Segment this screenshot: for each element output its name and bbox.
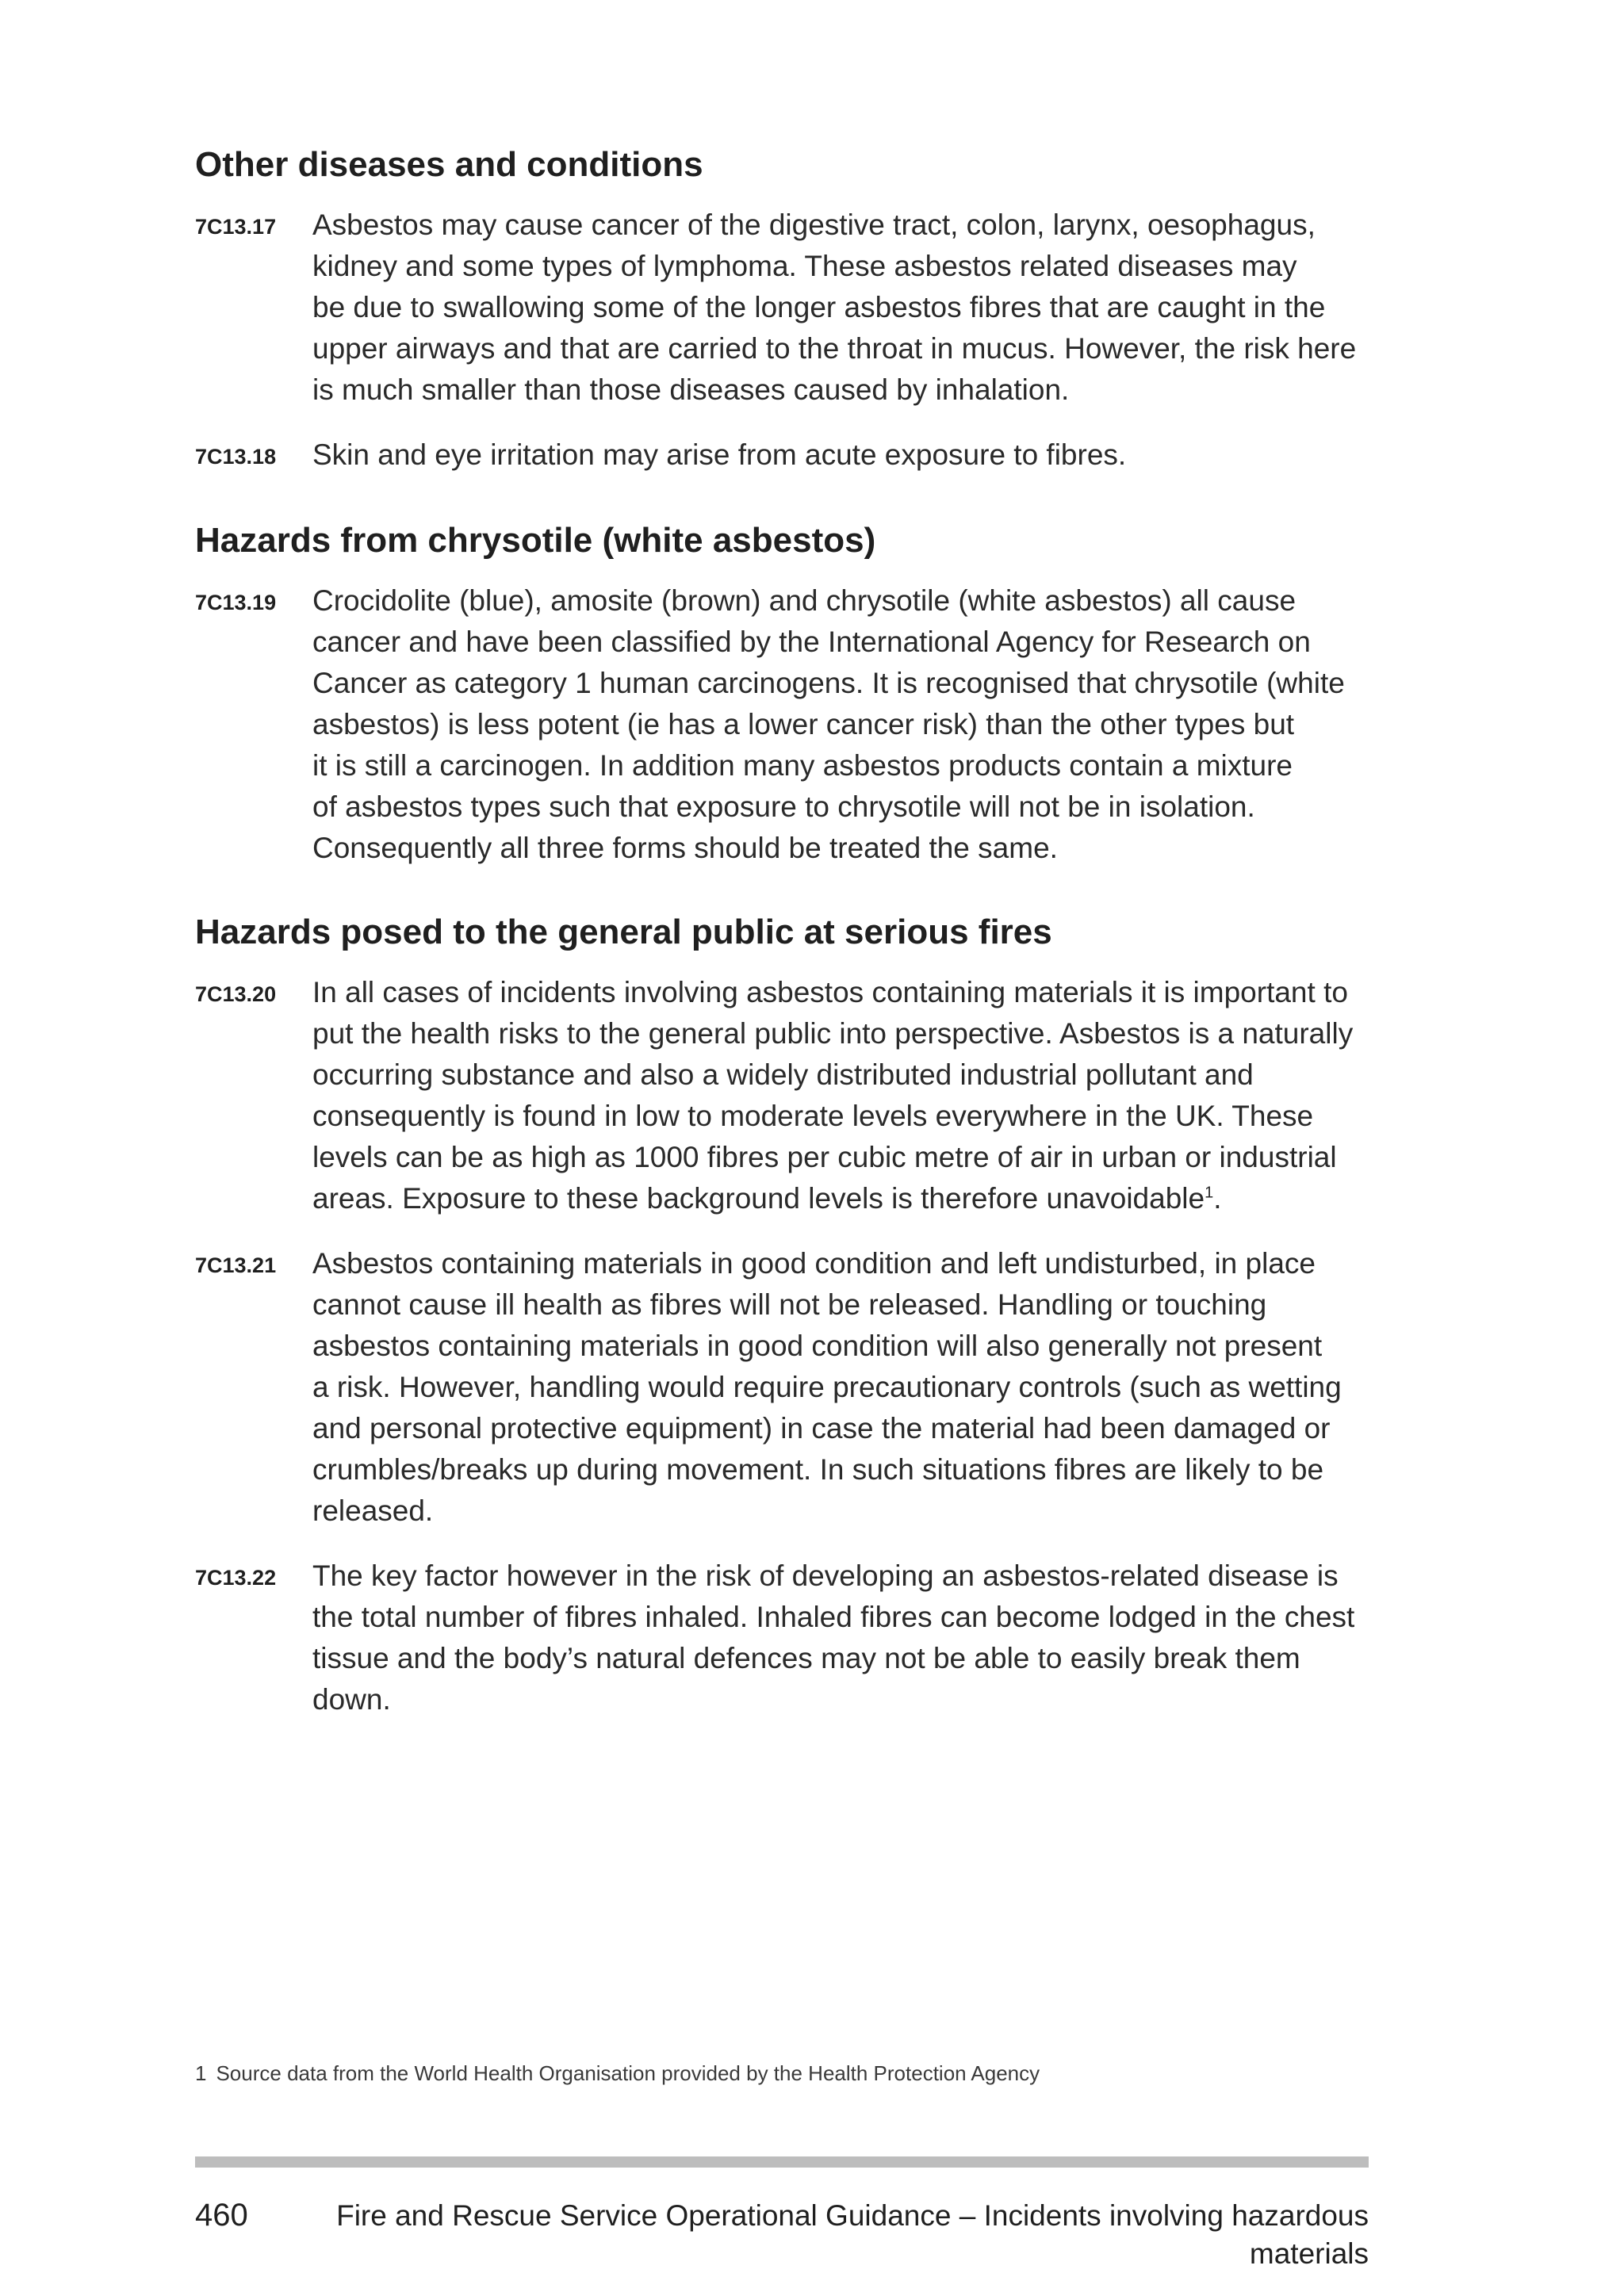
paragraph-text: The key factor however in the risk of developing an asbestos-related disease is the total number of fibres inhaled. Inhaled fibres can become lodged in the chest tissue and the body’s natural defences may not be able to easily break them down. [312, 1559, 1355, 1716]
running-title: Fire and Rescue Service Operational Guidance – Incidents involving hazardous materials [336, 2199, 1369, 2270]
paragraph-end: . [1213, 1182, 1222, 1215]
paragraph-7c13-20 [195, 972, 1369, 1219]
paragraph-text: Skin and eye irritation may arise from acute exposure to fibres. [312, 438, 1127, 471]
paragraph-text: Asbestos containing materials in good condition and left undisturbed, in place cannot cause ill health as fibres will not be released. Handling or touching asbestos containing materials in good condition will also generally not present a risk. However, handling would require precautionary controls (such as wetting and personal protective equipment) in case the material had been damaged or crumbles/breaks up during movement. In such situations fibres are likely to be released. [312, 1247, 1342, 1527]
paragraph-text: Asbestos may cause cancer of the digestive tract, colon, larynx, oesophagus, kidney and some types of lymphoma. These asbestos related diseases may be due to swallowing some of the longer asbestos fibres that are caught in the upper airways and that are carried to the throat in mucus. However, the risk here is much smaller than those diseases caused by inhalation. [312, 209, 1357, 406]
paragraph-7c13-21 [195, 1243, 1369, 1532]
paragraph-body: In all cases of incidents involving asbestos containing materials it is important to put the health risks to the general public into perspective. Asbestos is a naturally occurring substance and also a widely distributed industrial pollutant and consequently is found in low to moderate levels everywhere in the UK. These levels can be as high as 1000 fibres per cubic metre of air in urban or industrial areas. Exposure to these background levels is therefore unavoidable [312, 976, 1354, 1215]
section-heading: Other diseases and conditions [195, 145, 703, 184]
main-content [195, 143, 1369, 1762]
footnote-reference[interactable]: 1 [1205, 1184, 1214, 1202]
paragraph-number: 7C13.18 [195, 445, 277, 469]
paragraph-number: 7C13.22 [195, 1566, 277, 1590]
footnote-text: Source data from the World Health Organisation provided by the Health Protection Agency [216, 2061, 1040, 2085]
paragraph-number: 7C13.21 [195, 1253, 277, 1277]
paragraph-7c13-22 [195, 1556, 1369, 1720]
paragraph-7c13-19 [195, 580, 1369, 869]
footnote [195, 2060, 1040, 2087]
paragraph-7c13-17 [195, 205, 1369, 411]
footer-divider [195, 2156, 1369, 2168]
page-footer [195, 2196, 1369, 2273]
paragraph-number: 7C13.17 [195, 215, 277, 239]
section-chrysotile-hazards [195, 519, 1369, 869]
section-other-diseases [195, 143, 1369, 477]
paragraph-text: Crocidolite (blue), amosite (brown) and chrysotile (white asbestos) all cause cancer and have been classified by the International Agency for Research on Cancer as category 1 human carcinogens. It is recognised that chrysotile (white asbestos) is less potent (ie has a lower cancer risk) than the other types but it is still a carcinogen. In addition many asbestos products contain a mixture of asbestos types such that exposure to chrysotile will not be in isolation. Consequently all three forms should be treated the same. [312, 584, 1345, 864]
section-heading: Hazards from chrysotile (white asbestos) [195, 521, 876, 560]
paragraph-number: 7C13.20 [195, 982, 277, 1006]
footnote-number: 1 [195, 2061, 207, 2085]
section-heading: Hazards posed to the general public at serious fires [195, 913, 1052, 951]
paragraph-number: 7C13.19 [195, 591, 277, 614]
section-public-hazards [195, 910, 1369, 1720]
paragraph-text [312, 972, 1369, 1219]
page-number: 460 [195, 2198, 248, 2233]
paragraph-7c13-18 [195, 434, 1369, 477]
